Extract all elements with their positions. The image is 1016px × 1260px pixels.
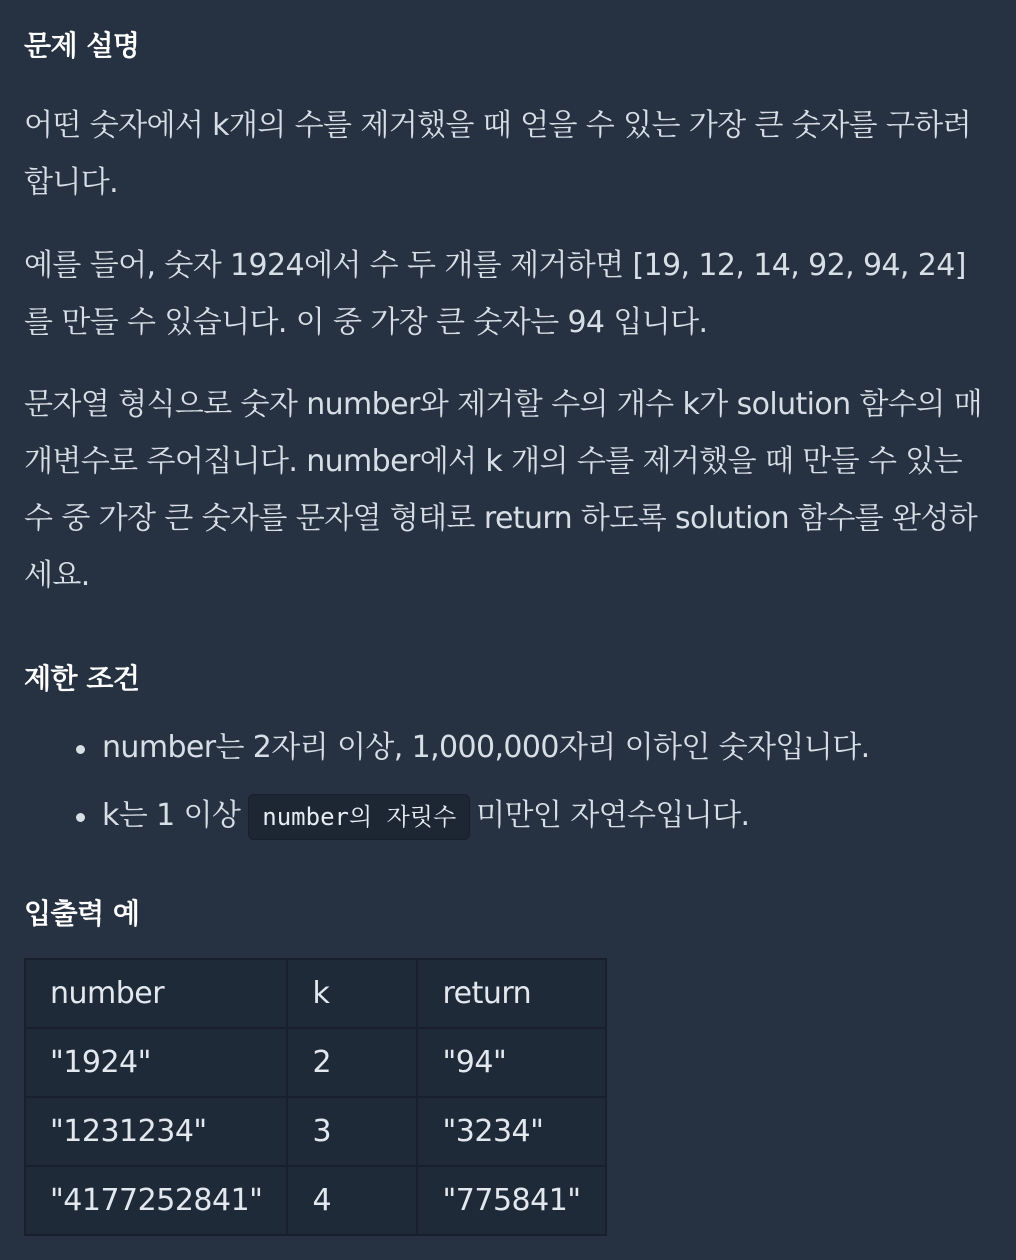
table-row	[25, 1166, 606, 1235]
io-example-table	[24, 958, 607, 1236]
description-paragraph: 어떤 숫자에서 k개의 수를 제거했을 때 얻을 수 있는 가장 큰 숫자를 구하려 합니다.	[24, 108, 972, 200]
table-cell-k: 3	[287, 1097, 417, 1166]
column-header-return: return	[417, 959, 605, 1028]
column-header-k: k	[287, 959, 417, 1028]
table-row	[25, 1097, 606, 1166]
column-header-number: number	[25, 959, 287, 1028]
limits-item-text: k는 1 이상	[102, 798, 241, 833]
table-cell-k: 4	[287, 1166, 417, 1235]
inline-code: number의 자릿수	[248, 794, 470, 840]
table-header-row	[25, 959, 606, 1028]
limits-list	[24, 718, 870, 854]
table-row	[25, 1028, 606, 1097]
description-paragraph: 문자열 형식으로 숫자 number와 제거할 수의 개수 k가 solution 함수의 매개변수로 주어집니다. number에서 k 개의 수를 제거했을 때 만들 수 있는 수 중 가장 큰 숫자를 문자열 형태로 return 하도록 solution 함수를 완성하세요.	[24, 387, 982, 593]
table-cell-k: 2	[287, 1028, 417, 1097]
description-paragraph: 예를 들어, 숫자 1924에서 수 두 개를 제거하면 [19, 12, 14, 92, 94, 24] 를 만들 수 있습니다. 이 중 가장 큰 숫자는 94 입니다.	[24, 248, 966, 340]
limits-heading: 제한 조건	[24, 662, 140, 695]
table-cell-return: "94"	[417, 1028, 605, 1097]
table-cell-number: "1231234"	[25, 1097, 287, 1166]
limits-item-text: 미만인 자연수입니다.	[476, 798, 750, 833]
limits-item	[24, 718, 870, 786]
table-cell-number: "1924"	[25, 1028, 287, 1097]
io-example-heading: 입출력 예	[24, 897, 140, 930]
table-cell-number: "4177252841"	[25, 1166, 287, 1235]
limits-item-text: number는 2자리 이상, 1,000,000자리 이하인 숫자입니다.	[102, 730, 870, 765]
table-cell-return: "775841"	[417, 1166, 605, 1235]
limits-item	[24, 786, 870, 854]
description-heading: 문제 설명	[24, 29, 140, 62]
table-cell-return: "3234"	[417, 1097, 605, 1166]
